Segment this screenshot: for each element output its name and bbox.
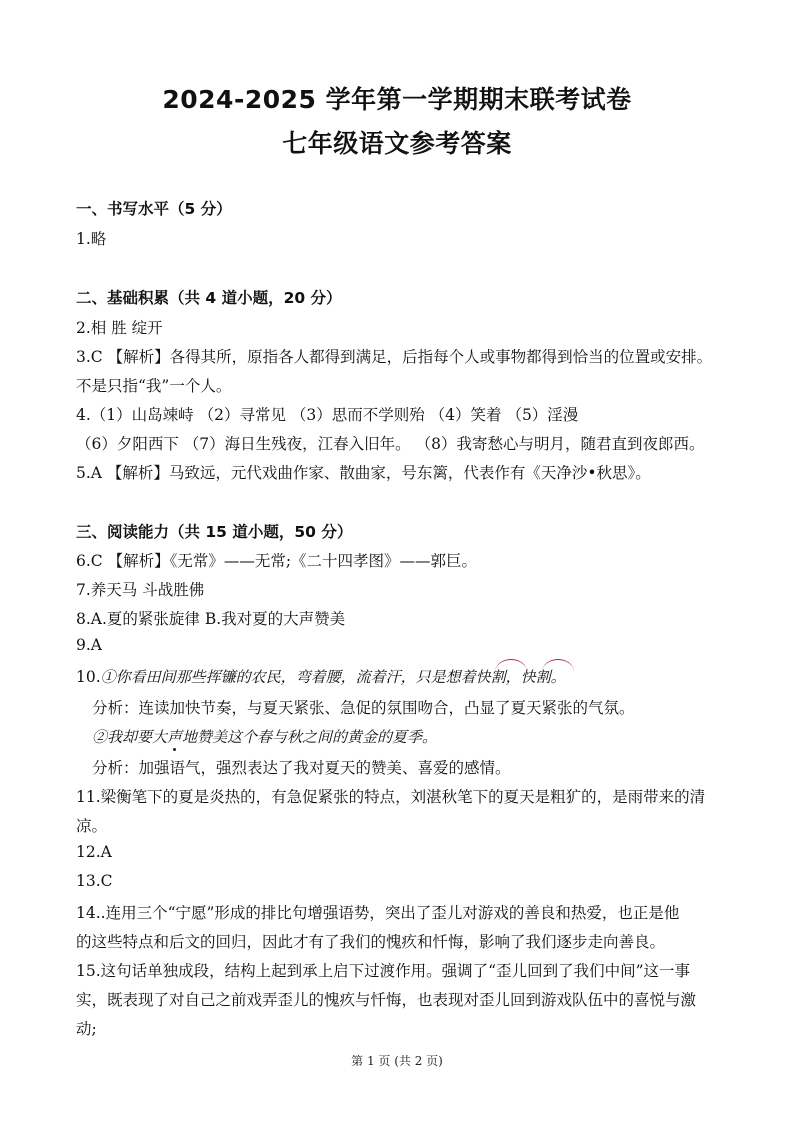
- answer-line: 动;: [76, 1020, 97, 1038]
- answer-line: 凉。: [76, 817, 108, 835]
- answer-line: 实，既表现了对自己之前戏弄歪儿的愧疚与忏悔，也表现对歪儿回到游戏队伍中的喜悦与激: [76, 991, 697, 1009]
- answer-line: 2.相 胜 绽开: [76, 319, 163, 337]
- answer-line: 6.C 【解析】《无常》——无常;《二十四孝图》——郭巨。: [76, 552, 478, 570]
- answer-line: 3.C 【解析】各得其所，原指各人都得到满足，后指每个人或事物都得到恰当的位置或安排。: [76, 348, 713, 366]
- section-heading-3: 三、阅读能力（共 15 道小题，50 分）: [76, 523, 353, 541]
- dotted-emphasis: 大声地: [152, 728, 198, 746]
- answer-line: 14..连用三个“宁愿”形成的排比句增强语势，突出了歪儿对游戏的善良和热爱，也正是他: [76, 904, 680, 922]
- answer-line: 不是只指“我”一个人。: [76, 377, 232, 395]
- section-heading-1: 一、书写水平（5 分）: [76, 200, 232, 218]
- answer-line: 4.（1）山岛竦峙 （2）寻常见 （3）思而不学则殆 （4）笑着 （5）淫漫: [76, 406, 579, 424]
- answer-line-quote-2: [92, 726, 437, 747]
- quoted-sentence: ①你看田间那些挥镰的农民，弯着腰，流着汗，只是想着快割，快割。: [100, 668, 566, 686]
- emphasis-arc-mark: [542, 659, 574, 672]
- answer-line: 11.梁衡笔下的夏是炎热的，有急促紧张的特点，刘湛秋笔下的夏天是粗犷的，是雨带来的清: [76, 788, 706, 806]
- answer-line: （6）夕阳西下 （7）海日生残夜，江春入旧年。 （8）我寄愁心与明月，随君直到夜郎西。: [76, 435, 705, 453]
- page-footer: 第 1 页 (共 2 页): [351, 1054, 443, 1068]
- question-number: 10.: [76, 668, 101, 686]
- answer-line: 7.养天马 斗战胜佛: [76, 581, 205, 599]
- answer-line: 13.C: [76, 872, 113, 890]
- answer-line: 5.A 【解析】马致远，元代戏曲作家、散曲家，号东篱，代表作有《天净沙•秋思》。: [76, 464, 651, 482]
- answer-line-10: [76, 666, 566, 687]
- answer-line: 15.这句话单独成段，结构上起到承上启下过渡作用。强调了“歪儿回到了我们中间”这一事: [76, 962, 691, 980]
- quoted-sentence: 赞美这个春与秋之间的黄金的夏季。: [197, 728, 438, 746]
- emphasis-arc-mark: [495, 659, 527, 672]
- answer-line: 12.A: [76, 843, 112, 861]
- page-title: 2024-2025 学年第一学期期末联考试卷: [162, 85, 632, 114]
- answer-line: 分析：加强语气，强烈表达了我对夏天的赞美、喜爱的感情。: [92, 759, 511, 777]
- page-subtitle: 七年级语文参考答案: [282, 129, 512, 158]
- answer-line: 分析：连读加快节奏，与夏天紧张、急促的氛围吻合，凸显了夏天紧张的气氛。: [92, 699, 635, 717]
- answer-line: 的这些特点和后文的回归，因此才有了我们的愧疚和忏悔，影响了我们逐步走向善良。: [76, 933, 666, 951]
- section-heading-2: 二、基础积累（共 4 道小题，20 分）: [76, 289, 342, 307]
- answer-line: 9.A: [76, 636, 102, 654]
- answer-line: 8.A.夏的紧张旋律 B.我对夏的大声赞美: [76, 610, 346, 628]
- answer-line: 1.略: [76, 230, 107, 248]
- quoted-sentence: ②我却要: [92, 728, 153, 746]
